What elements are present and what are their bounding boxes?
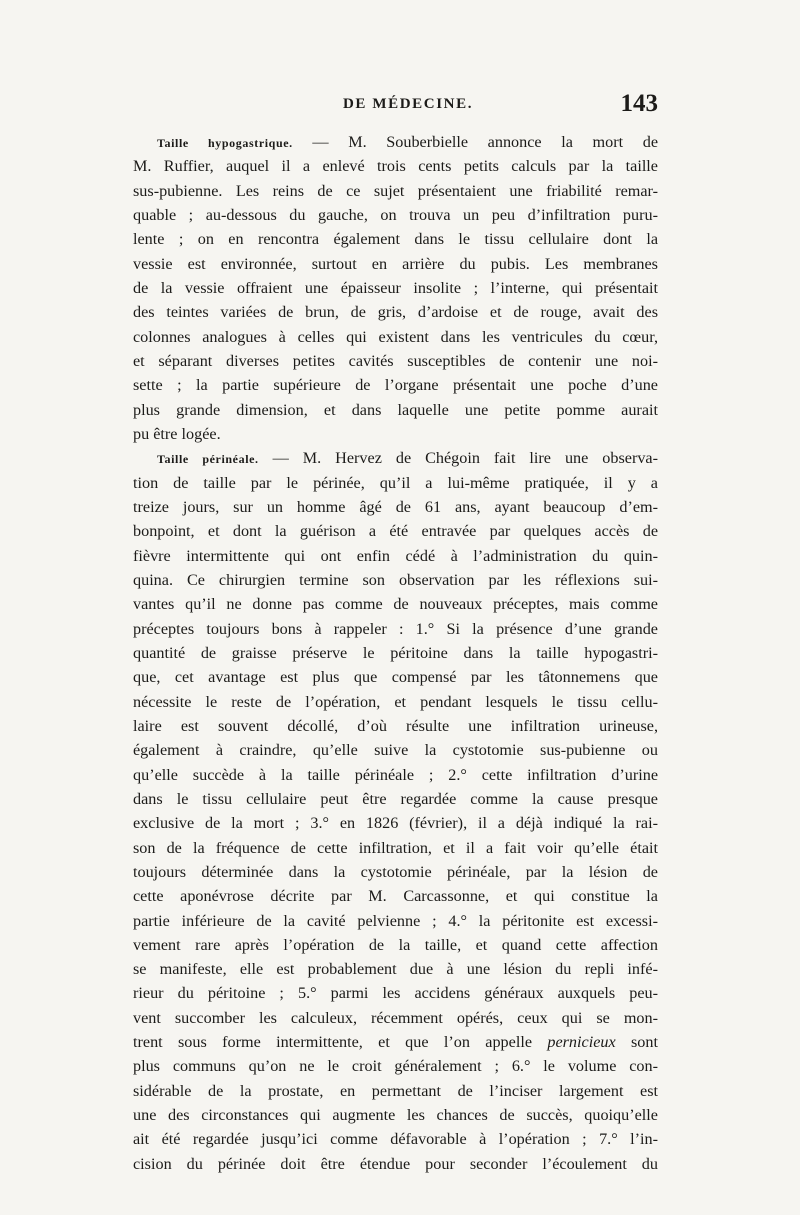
page-header [133, 92, 658, 122]
section-heading: Taille périnéale. [157, 452, 259, 467]
text-line: ait été regardée jusqu’ici comme défavorable à l’opération ; 7.° l’in- [133, 1130, 658, 1149]
text-line: rieur du péritoine ; 5.° parmi les accidens généraux auxquels peu- [133, 984, 658, 1003]
text-line: que, cet avantage est plus que compensé par les tâtonnemens que [133, 668, 658, 687]
italic-term: pernicieux [547, 1033, 616, 1052]
text-line: treize jours, sur un homme âgé de 61 ans, ayant beaucoup d’em- [133, 497, 658, 516]
text-line: vement rare après l’opération de la taille, et quand cette affection [133, 935, 658, 954]
text-line: bonpoint, et dont la guérison a été entravée par quelques accès de [133, 522, 658, 541]
text-line: lente ; on en rencontra également dans le tissu cellulaire dont la [133, 230, 658, 249]
text-line: trent sous forme intermittente, et que l’on appelle pernicieux sont [133, 1033, 658, 1052]
text-line: sidérable de la prostate, en permettant de l’inciser largement est [133, 1081, 658, 1100]
text-line: dans le tissu cellulaire peut être regardée comme la cause presque [133, 789, 658, 808]
text-line: laire est souvent décollé, d’où résulte une infiltration urineuse, [133, 716, 658, 735]
text-line: des teintes variées de brun, de gris, d’ardoise et de rouge, avait des [133, 303, 658, 322]
text-line: plus grande dimension, et dans laquelle une petite pomme aurait [133, 400, 658, 419]
text-line: Taille périnéale. — M. Hervez de Chégoin fait lire une observa- [157, 449, 658, 468]
text-line: plus communs qu’on ne le croit généralement ; 6.° le volume con- [133, 1057, 658, 1076]
body-text [133, 130, 658, 1176]
text-line: colonnes analogues à celles qui existent dans les ventricules du cœur, [133, 327, 658, 346]
text-line: toujours déterminée dans la cystotomie périnéale, par la lésion de [133, 862, 658, 881]
page-number: 143 [620, 90, 658, 117]
text-line: également à craindre, qu’elle suive la cystotomie sus-pubienne ou [133, 741, 658, 760]
text-line: tion de taille par le périnée, qu’il a lui-même pratiquée, il y a [133, 473, 658, 492]
text-line: une des circonstances qui augmente les chances de succès, quoiqu’elle [133, 1106, 658, 1125]
text-line: sus-pubienne. Les reins de ce sujet présentaient une friabilité remar- [133, 181, 658, 200]
text-line: vantes qu’il ne donne pas comme de nouveaux préceptes, mais comme [133, 595, 658, 614]
text-line: cision du périnée doit être étendue pour seconder l’écoulement du [133, 1154, 658, 1173]
running-head: DE MÉDECINE. [343, 96, 474, 112]
text-line: partie inférieure de la cavité pelvienne ; 4.° la péritonite est excessi- [133, 911, 658, 930]
text-line: nécessite le reste de l’opération, et pendant lesquels le tissu cellu- [133, 692, 658, 711]
text-line: se manifeste, elle est probablement due à une lésion du repli infé- [133, 960, 658, 979]
text-line: Taille hypogastrique. — M. Souberbielle annonce la mort de [157, 133, 659, 151]
text-line: vent succomber les calculeux, récemment opérés, ceux qui se mon- [133, 1008, 658, 1027]
text-line: préceptes toujours bons à rappeler : 1.° Si la présence d’une grande [133, 619, 658, 638]
text-line: et séparant diverses petites cavités susceptibles de contenir une noi- [133, 351, 658, 370]
text-line: quable ; au-dessous du gauche, on trouva un peu d’infiltration puru- [133, 205, 658, 224]
text-line: vessie est environnée, surtout en arrière du pubis. Les membranes [133, 254, 658, 273]
section-heading: Taille hypogastrique. [157, 136, 293, 150]
text-line: pu être logée. [133, 424, 221, 443]
text-line: quantité de graisse préserve le péritoine dans la taille hypogastri- [133, 643, 658, 662]
text-line: son de la fréquence de cette infiltration, et il a fait voir qu’elle était [133, 838, 658, 857]
text-line: qu’elle succède à la taille périnéale ; 2.° cette infiltration d’urine [133, 765, 658, 784]
text-line: de la vessie offraient une épaisseur insolite ; l’interne, qui présentait [133, 278, 658, 297]
text-line: fièvre intermittente qui ont enfin cédé à l’administration du quin- [133, 546, 658, 565]
text-line: exclusive de la mort ; 3.° en 1826 (février), il a déjà indiqué la rai- [133, 814, 658, 833]
text-line: quina. Ce chirurgien termine son observation par les réflexions sui- [133, 570, 658, 589]
text-line: sette ; la partie supérieure de l’organe présentait une poche d’une [133, 376, 658, 395]
text-line: cette aponévrose décrite par M. Carcassonne, et qui constitue la [133, 887, 658, 906]
text-line: M. Ruffier, auquel il a enlevé trois cents petits calculs par la taille [133, 157, 658, 176]
